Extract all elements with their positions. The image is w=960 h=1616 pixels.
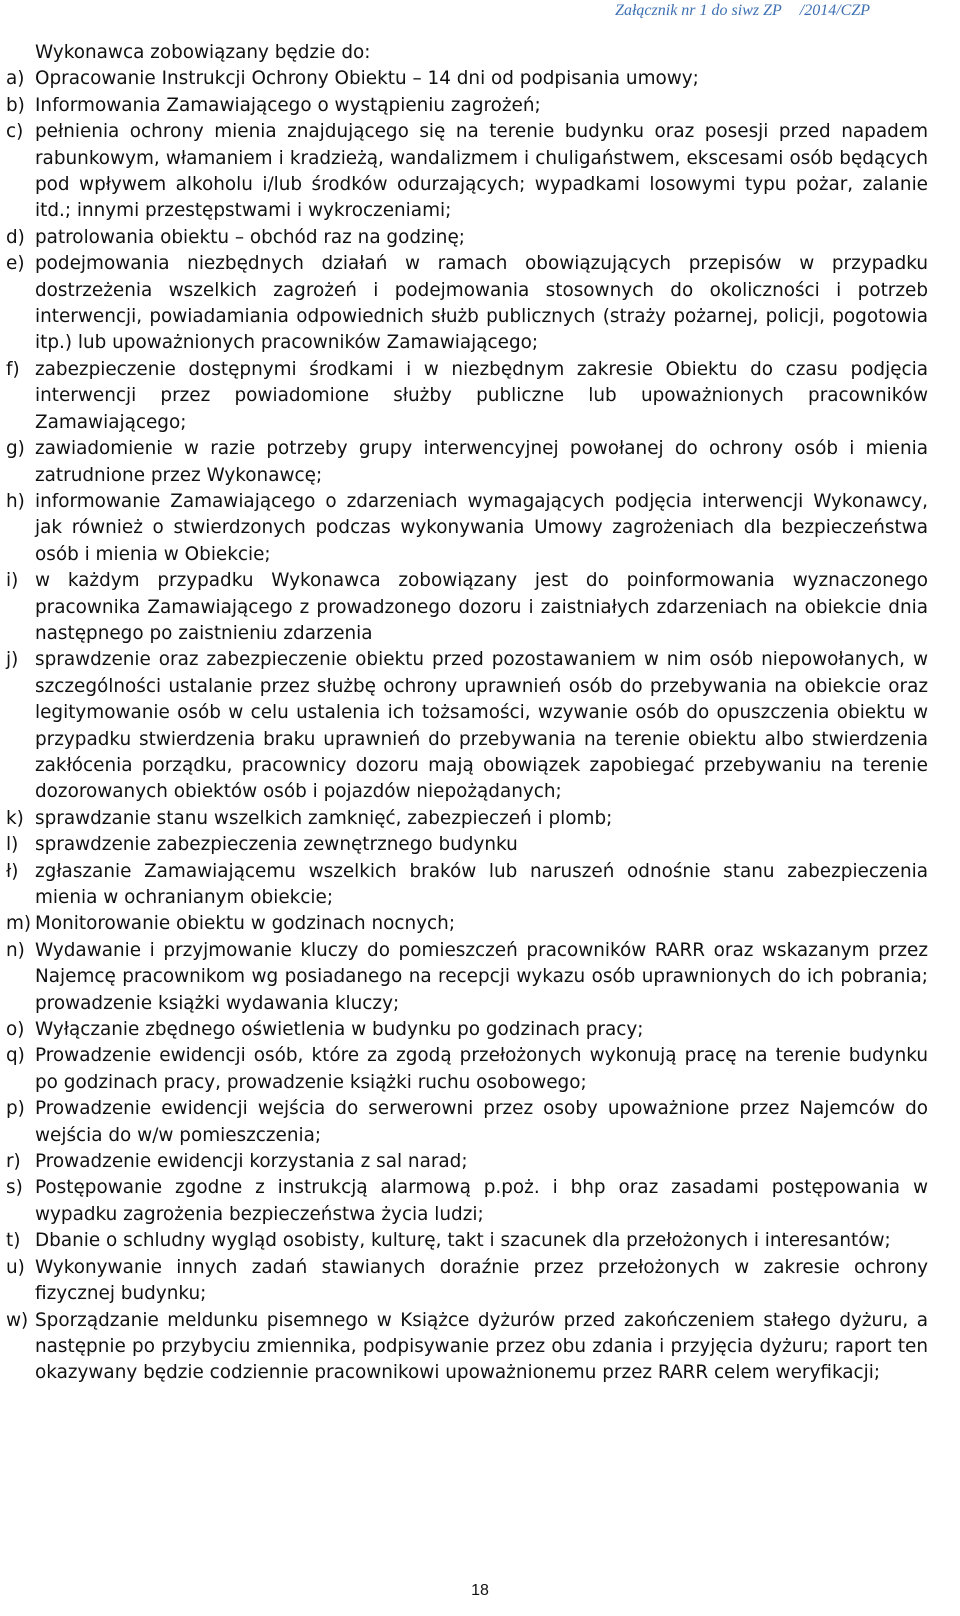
list-item [6, 1228, 928, 1254]
list-item-text: Prowadzenie ewidencji korzystania z sal narad; [35, 1151, 468, 1173]
list-item-label: e) [6, 253, 25, 275]
list-item-label: q) [6, 1045, 25, 1067]
list-item-text: Wyłączanie zbędnego oświetlenia w budynku po godzinach pracy; [35, 1019, 644, 1041]
list-item-label: o) [6, 1019, 25, 1041]
list-item-label: a) [6, 68, 25, 90]
list-item-label: h) [6, 490, 25, 512]
list-item [6, 1255, 928, 1308]
list-item [6, 647, 928, 805]
list-item-label: g) [6, 438, 25, 460]
list-item [6, 806, 928, 832]
list-item-label: s) [6, 1177, 23, 1199]
list-item [6, 436, 928, 489]
header-case-number: /2014/CZP [799, 2, 870, 19]
list-item-label: ł) [6, 860, 19, 882]
list-item-label: p) [6, 1098, 25, 1120]
list-item-text: Wydawanie i przyjmowanie kluczy do pomieszczeń pracowników RARR oraz wskazanym przez Najemcę pracownikom wg posiadanego na recepcji wykazu osób uprawnionych do ich pobrania; prowadzenie książki wydawania kluczy; [35, 939, 928, 1014]
list-item [6, 911, 928, 937]
list-item-label: u) [6, 1256, 25, 1278]
list-item-text: Wykonywanie innych zadań stawianych doraźnie przez przełożonych w zakresie ochrony fizycznej budynku; [35, 1256, 928, 1305]
list-item-text: Monitorowanie obiektu w godzinach nocnych; [35, 913, 456, 935]
list-item [6, 251, 928, 357]
list-item [6, 1017, 928, 1043]
list-item-text: Opracowanie Instrukcji Ochrony Obiektu – 14 dni od podpisania umowy; [35, 68, 699, 90]
list-item-text: Postępowanie zgodne z instrukcją alarmową p.poż. i bhp oraz zasadami postępowania w wypadku zagrożenia bezpieczeństwa życia ludzi; [35, 1177, 928, 1225]
list-item [6, 225, 928, 251]
list-item-text: zabezpieczenie dostępnymi środkami i w niezbędnym zakresie Obiektu do czasu podjęcia interwencji przez powiadomione służby publiczne lub upoważnionych pracowników Zamawiającego; [35, 358, 928, 433]
list-item [6, 938, 928, 1017]
list-item [6, 93, 928, 119]
document-body [6, 40, 928, 1387]
list-item [6, 66, 928, 92]
list-item [6, 1043, 928, 1096]
list-item-text: patrolowania obiektu – obchód raz na godzinę; [35, 226, 465, 248]
list-item-label: b) [6, 94, 25, 116]
list-item-label: l) [6, 834, 19, 856]
list-item-label: i) [6, 570, 19, 592]
list-item [6, 568, 928, 647]
list-item-text: Dbanie o schludny wygląd osobisty, kulturę, takt i szacunek dla przełożonych i interesantów; [35, 1230, 891, 1252]
list-item-label: w) [6, 1309, 29, 1331]
list-item-label: n) [6, 939, 25, 961]
list-item-text: sprawdzenie zabezpieczenia zewnętrznego budynku [35, 834, 518, 856]
list-item-text: Prowadzenie ewidencji wejścia do serwerowni przez osoby upoważnione przez Najemców do wejścia do w/w pomieszczenia; [35, 1098, 928, 1146]
list-item-text: sprawdzanie stanu wszelkich zamknięć, zabezpieczeń i plomb; [35, 807, 613, 829]
header-attachment-label: Załącznik nr 1 do siwz ZP [615, 2, 782, 19]
list-item [6, 832, 928, 858]
list-item-label: f) [6, 358, 20, 380]
list-item-label: k) [6, 807, 24, 829]
list-item [6, 1308, 928, 1387]
list-item-text: pełnienia ochrony mienia znajdującego się na terenie budynku oraz posesji przed napadem rabunkowym, włamaniem i kradzieżą, wandalizmem i chuligaństwem, ekscesami osób będących pod wpływem alkoholu i/lub środków odurzających; wypadkami losowymi typu pożar, zalanie itd.; innymi przestępstwami i wykroczeniami; [35, 121, 928, 222]
intro-paragraph: Wykonawca zobowiązany będzie do: [35, 42, 371, 63]
list-item-text: sprawdzenie oraz zabezpieczenie obiektu przed pozostawaniem w nim osób niepowołanych, w szczególności ustalanie przez służbę ochrony uprawnień osób do przebywania na obiekcie oraz legitymowanie osób w celu ustalenia ich tożsamości, wzywanie osób do opuszczenia obiektu w przypadku stwierdzenia braku uprawnień do przebywania na terenie obiektu albo stwierdzenia zakłócenia porządku, pracownicy dozoru mają obowiązek zapobiegać przebywaniu na terenie dozorowanych obiektów osób i pojazdów niepożądanych; [35, 649, 928, 803]
list-item-text: Prowadzenie ewidencji osób, które za zgodą przełożonych wykonują pracę na terenie budynku po godzinach pracy, prowadzenie książki ruchu osobowego; [35, 1045, 928, 1093]
list-item-text: Sporządzanie meldunku pisemnego w Książce dyżurów przed zakończeniem stałego dyżuru, a następnie po przybyciu zmiennika, podpisywanie przez obu zdania i przyjęcia dyżuru; raport ten okazywany będzie codziennie pracownikowi upoważnionemu przez RARR celem weryfikacji; [35, 1309, 928, 1384]
list-item-label: j) [6, 649, 19, 671]
list-item [6, 357, 928, 436]
list-item [6, 1149, 928, 1175]
list-item [6, 1096, 928, 1149]
list-item-label: m) [6, 913, 32, 935]
list-item [6, 489, 928, 568]
list-item [6, 859, 928, 912]
list-item-text: w każdym przypadku Wykonawca zobowiązany jest do poinformowania wyznaczonego pracownika Zamawiającego z prowadzonego dozoru i zaistniałych zdarzeniach na obiekcie dnia następnego po zaistnieniu zdarzenia [35, 570, 928, 644]
list-item-text: Informowania Zamawiającego o wystąpieniu zagrożeń; [35, 94, 541, 116]
page-number: 18 [471, 1582, 489, 1599]
list-item-label: r) [6, 1151, 21, 1173]
list-item-text: zgłaszanie Zamawiającemu wszelkich braków lub naruszeń odnośnie stanu zabezpieczenia mienia w ochranianym obiekcie; [35, 860, 928, 908]
list-item-text: zawiadomienie w razie potrzeby grupy interwencyjnej powołanej do ochrony osób i mienia zatrudnione przez Wykonawcę; [35, 438, 928, 486]
list-item-text: informowanie Zamawiającego o zdarzeniach wymagających podjęcia interwencji Wykonawcy, jak również o stwierdzonych podczas wykonywania Umowy zagrożeniach dla bezpieczeństwa osób i mienia w Obiekcie; [35, 490, 928, 565]
list-item-text: podejmowania niezbędnych działań w ramach obowiązujących przepisów w przypadku dostrzeżenia wszelkich zagrożeń i podejmowania stosownych do okoliczności i potrzeb interwencji, powiadamiania odpowiednich służb publicznych (straży pożarnej, policji, pogotowia itp.) lub upoważnionych pracowników Zamawiającego; [35, 253, 928, 354]
list-item [6, 1175, 928, 1228]
list-item-label: d) [6, 226, 25, 248]
list-item-label: c) [6, 121, 24, 143]
page-header [615, 0, 870, 22]
list-item [6, 119, 928, 225]
obligations-list [6, 66, 928, 1386]
list-item-label: t) [6, 1230, 21, 1252]
